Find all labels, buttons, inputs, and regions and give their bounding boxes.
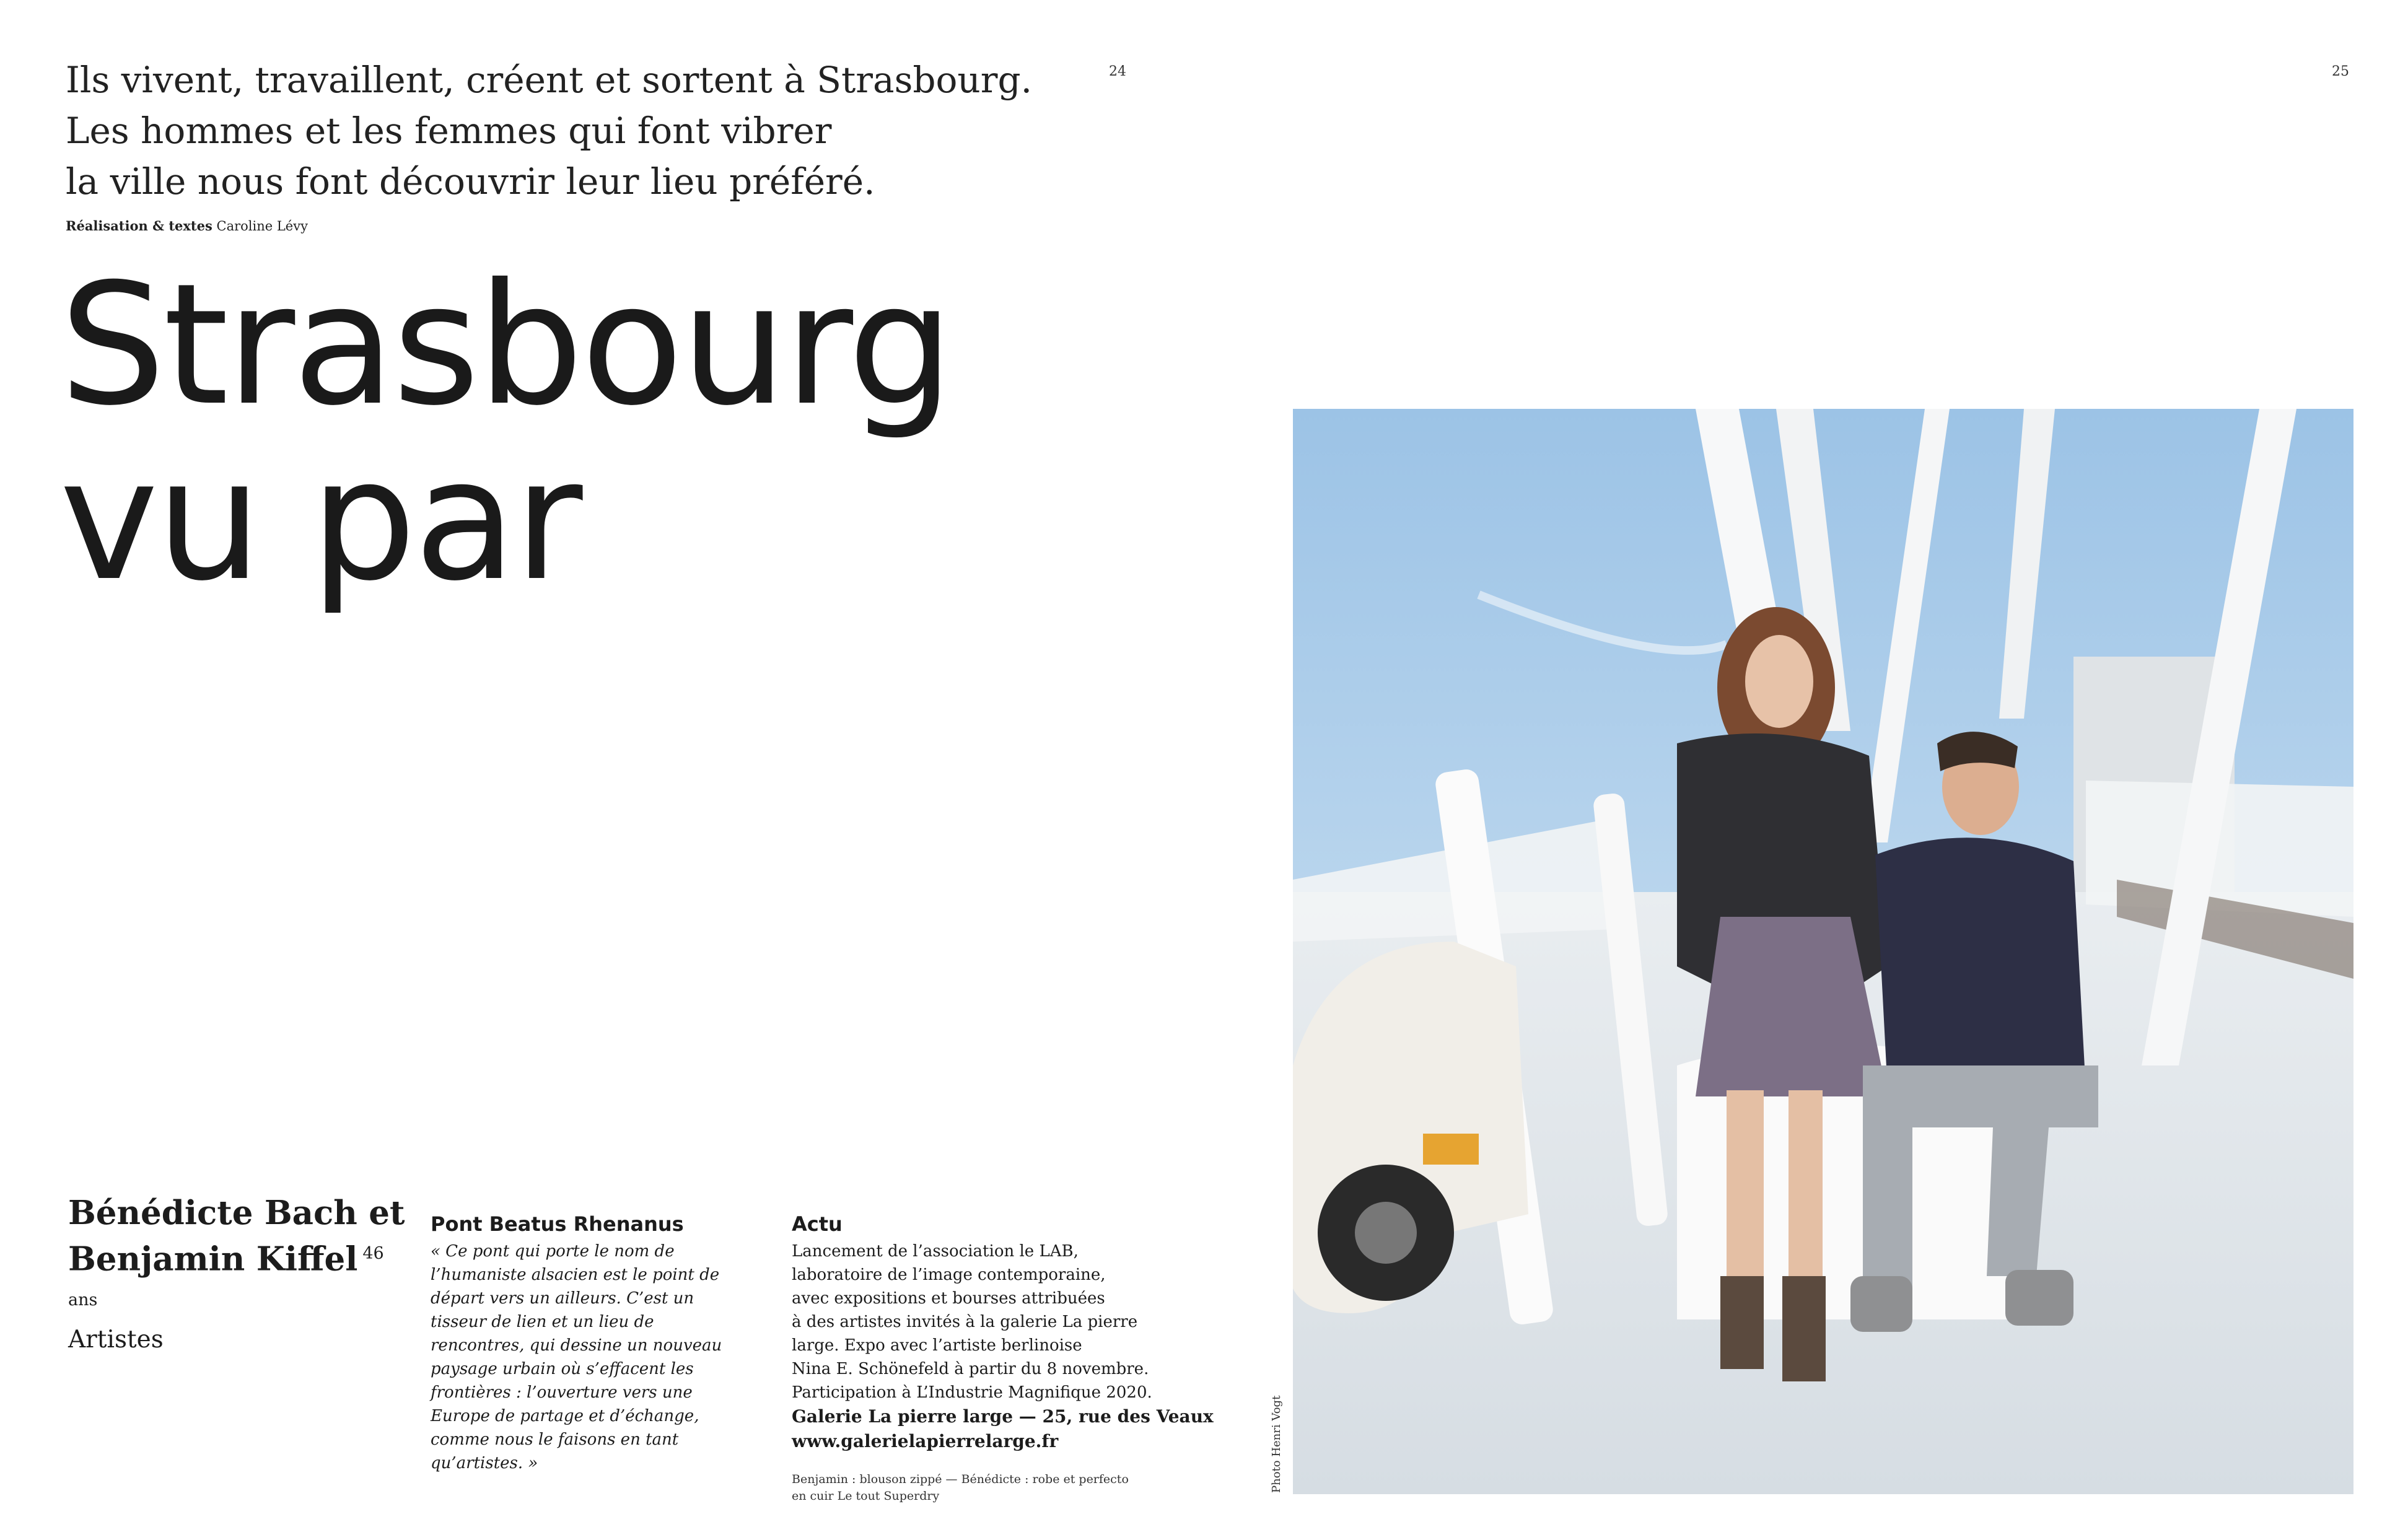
intro-line-3: la ville nous font découvrir leur lieu préféré. — [66, 160, 875, 203]
woman-face — [1745, 635, 1813, 728]
person-name-2-row — [68, 1233, 415, 1326]
place-block — [431, 1212, 753, 1475]
actu-line: à des artistes invités à la galerie La pierre — [792, 1313, 1138, 1331]
page-title — [59, 247, 952, 618]
woman-boot — [1720, 1276, 1764, 1369]
intro-line-2: Les hommes et les femmes qui font vibrer — [66, 110, 832, 152]
woman-boot — [1782, 1276, 1826, 1381]
actu-heading: Actu — [792, 1212, 843, 1236]
actu-address: Galerie La pierre large — 25, rue des Veaux — [792, 1406, 1214, 1427]
outfit-caption: Benjamin : blouson zippé — Bénédicte : robe et perfecto en cuir Le tout Superdry — [792, 1472, 1129, 1503]
actu-line: Nina E. Schönefeld à partir du 8 novembre. — [792, 1360, 1149, 1378]
page-number-left: 24 — [1109, 64, 1126, 79]
actu-body — [792, 1240, 1152, 1404]
actu-line: Lancement de l’association le LAB, — [792, 1242, 1079, 1261]
actu-block — [792, 1212, 1214, 1454]
scooter-hub — [1355, 1202, 1417, 1264]
actu-line: avec expositions et bourses attribuées — [792, 1289, 1105, 1308]
page-number-right: 25 — [2332, 64, 2349, 79]
author-credit — [66, 218, 308, 234]
intro-line-1: Ils vivent, travaillent, créent et sortent à Strasbourg. — [66, 59, 1033, 101]
person-name-1: Bénédicte Bach et — [68, 1194, 405, 1232]
intro-text — [66, 55, 1119, 207]
title-line-1: Strasbourg — [59, 247, 952, 442]
credit-label: Réalisation & textes — [66, 218, 212, 234]
actu-line: large. Expo avec l’artiste berlinoise — [792, 1336, 1082, 1355]
place-quote: « Ce pont qui porte le nom de l’humaniste alsacien est le point de départ vers un ailleurs. C’est un tisseur de lien et un lieu de rencontres, qui dessine un nouveau paysage urbain où s’effacent les frontières : l’ouverture vers une Europe de partage et d’échange, comme nous le faisons en tant qu’artistes. » — [431, 1242, 722, 1472]
person-name-2: Benjamin Kiffel — [68, 1240, 358, 1279]
person-age: 46 ans — [68, 1244, 384, 1310]
photo-credit: Photo Henri Vogt — [1270, 1395, 1283, 1493]
title-line-2: vu par — [59, 422, 580, 618]
person-block — [68, 1192, 415, 1354]
man-shoe — [1850, 1276, 1912, 1332]
actu-line: Participation à L’Industrie Magnifique 2020. — [792, 1383, 1152, 1402]
person-role: Artistes — [68, 1326, 164, 1354]
actu-line: laboratoire de l’image contemporaine, — [792, 1266, 1106, 1284]
man-leg — [1863, 1065, 1912, 1288]
portrait-photo — [1293, 409, 2353, 1494]
man-jacket — [1875, 838, 2086, 1090]
man-shoe — [2005, 1270, 2073, 1326]
actu-website: www.galerielapierrelarge.fr — [792, 1431, 1059, 1451]
credit-name: Caroline Lévy — [216, 219, 308, 234]
place-heading: Pont Beatus Rhenanus — [431, 1212, 684, 1236]
scooter-light — [1423, 1134, 1479, 1165]
photo-illustration — [1293, 409, 2353, 1494]
